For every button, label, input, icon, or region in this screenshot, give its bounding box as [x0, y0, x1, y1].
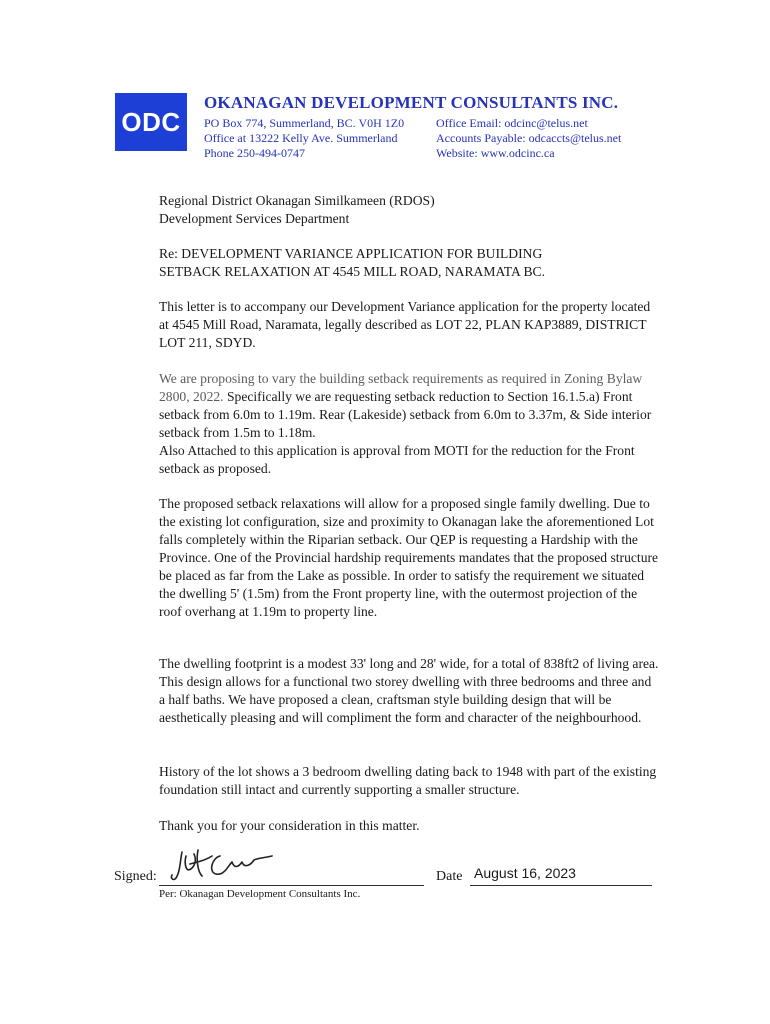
website-line: Website: www.odcinc.ca: [436, 146, 555, 160]
company-name: OKANAGAN DEVELOPMENT CONSULTANTS INC.: [204, 93, 619, 112]
date-label: Date: [436, 869, 463, 884]
variance-details: Specifically we are requesting setback reduction to Section 16.1.5.a) Front setback from 6.0m to 1.19m. Rear (Lakeside) setback from 6.0m to 3.37m, & Side interior setback from 1.5m to 1.18m.: [159, 389, 652, 440]
subject-block: [159, 245, 659, 281]
signed-label: Signed:: [114, 869, 157, 884]
accounts-payable-line: Accounts Payable: odcaccts@telus.net: [436, 131, 622, 145]
recipient-block: [159, 192, 659, 228]
recipient-line-1: Regional District Okanagan Similkameen (RDOS): [159, 193, 435, 208]
paragraph-variance: [159, 370, 659, 478]
date-line: [470, 885, 652, 886]
per-line: Per: Okanagan Development Consultants Inc.: [159, 888, 361, 900]
signature-image: [168, 846, 278, 886]
signature-line: [159, 885, 424, 886]
contact-address-block: [204, 116, 404, 161]
subject-line-1: Re: DEVELOPMENT VARIANCE APPLICATION FOR BUILDING: [159, 246, 543, 261]
office-line: Office at 13222 Kelly Ave. Summerland: [204, 131, 398, 145]
variance-lead: We are proposing to vary the building setback requirements as required in Zoning Bylaw 2800, 2022.: [159, 371, 643, 404]
company-logo: ODC: [115, 93, 187, 151]
contact-online-block: [436, 116, 621, 161]
phone-line: Phone 250-494-0747: [204, 146, 305, 160]
paragraph-intro: This letter is to accompany our Development Variance application for the property located at 4545 Mill Road, Naramata, legally described as LOT 22, PLAN KAP3889, DISTRICT LOT 211, SDYD.: [159, 299, 651, 350]
po-box-line: PO Box 774, Summerland, BC. V0H 1Z0: [204, 116, 405, 130]
paragraph-thanks: Thank you for your consideration in this matter.: [159, 818, 420, 833]
paragraph-footprint: The dwelling footprint is a modest 33' long and 28' wide, for a total of 838ft2 of living area. This design allows for a functional two storey dwelling with three bedrooms and three and a half baths. We have proposed a clean, craftsman style building design that will be aesthetically pleasing and will compliment the form and character of the neighbourhood.: [159, 656, 659, 725]
paragraph-setback-rationale: The proposed setback relaxations will allow for a proposed single family dwelling. Due to the existing lot configuration, size and proximity to Okanagan lake the aforementioned Lot falls completely within the Riparian setback. Our QEP is requesting a Hardship with the Province. One of the Provincial hardship requirements mandates that the proposed structure be placed as far from the Lake as possible. In order to satisfy the requirement we situated the dwelling 5' (1.5m) from the Front property line, with the outermost projection of the roof overhang at 1.19m to property line.: [159, 496, 659, 619]
email-line: Office Email: odcinc@telus.net: [436, 116, 588, 130]
moti-approval: Also Attached to this application is approval from MOTI for the reduction for the Front setback as proposed.: [159, 443, 635, 476]
date-value: August 16, 2023: [474, 865, 576, 881]
paragraph-history: History of the lot shows a 3 bedroom dwelling dating back to 1948 with part of the existing foundation still intact and currently supporting a smaller structure.: [159, 764, 657, 797]
recipient-line-2: Development Services Department: [159, 211, 350, 226]
subject-line-2: SETBACK RELAXATION AT 4545 MILL ROAD, NARAMATA BC.: [159, 264, 545, 279]
